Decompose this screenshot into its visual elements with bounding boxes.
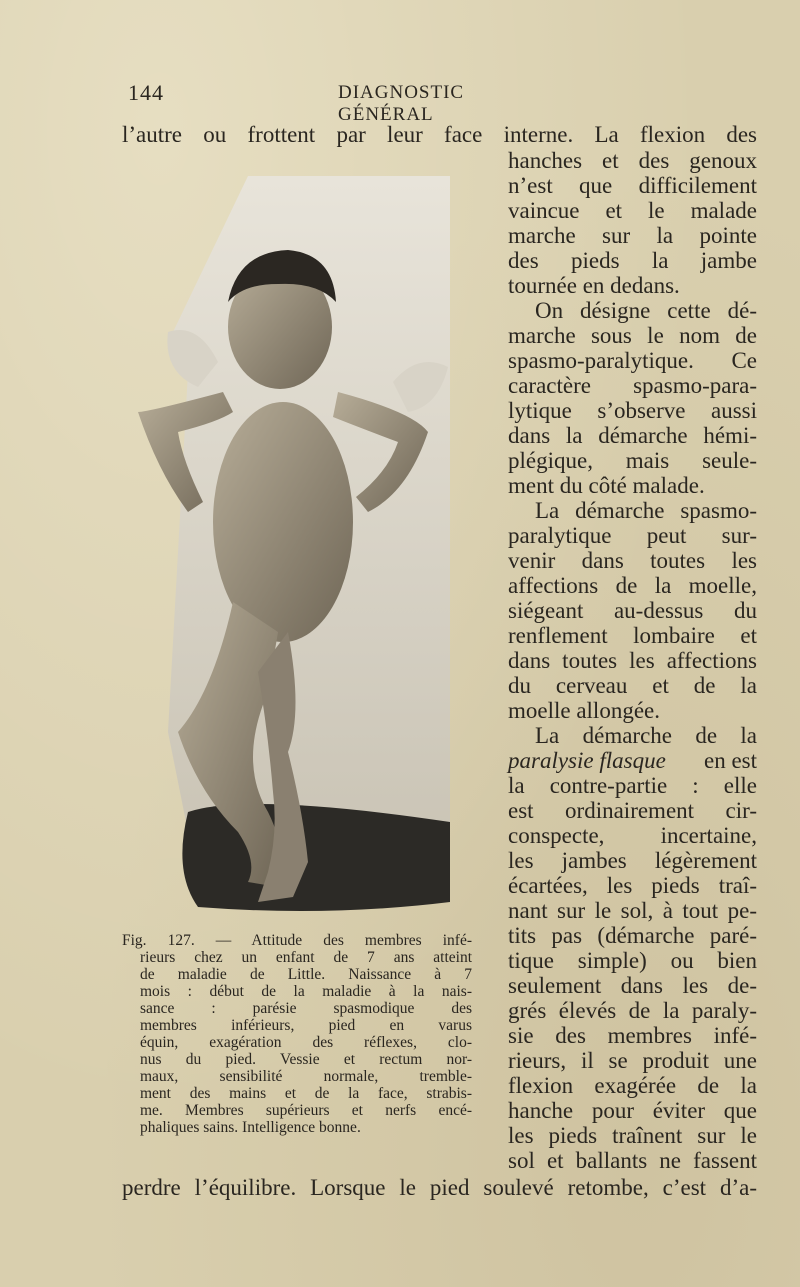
- body-line: tits pas (démarche paré-: [508, 923, 757, 948]
- body-line: grés élevés de la paraly-: [508, 998, 757, 1023]
- caption-line: maux, sensibilité normale, tremble-: [140, 1068, 472, 1085]
- body-line: spasmo-paralytique. Ce: [508, 348, 757, 373]
- body-fragment: en est: [703, 748, 757, 773]
- body-line: vaincue et le malade: [508, 198, 757, 223]
- page-header: [128, 80, 558, 125]
- body-line: plégique, mais seule-: [508, 448, 757, 473]
- body-line: affections de la moelle,: [508, 573, 757, 598]
- body-line: moelle allongée.: [508, 698, 660, 723]
- body-line: hanche pour éviter que: [508, 1098, 757, 1123]
- caption-line: phaliques sains. Intelligence bonne.: [140, 1119, 361, 1136]
- body-line: paralytique peut sur-: [508, 523, 757, 548]
- floor-shadow: [182, 804, 450, 911]
- body-line: lytique s’observe aussi: [508, 398, 757, 423]
- caption-line: de maladie de Little. Naissance à 7: [140, 966, 472, 983]
- caption-line: ment des mains et de la face, strabis-: [140, 1085, 472, 1102]
- body-line: sie des membres infé-: [508, 1023, 757, 1048]
- body-line: marche sous le nom de: [508, 323, 757, 348]
- italic-term: paralysie flasque: [508, 748, 666, 773]
- body-line: siégeant au-dessus du: [508, 598, 757, 623]
- figure-photograph: [128, 172, 454, 920]
- body-line: venir dans toutes les: [508, 548, 757, 573]
- body-line: perdre l’équilibre. Lorsque le pied soulevé retombe, c’est d’a-: [122, 1175, 757, 1200]
- caption-line: mois : début de la maladie à la nais-: [140, 983, 472, 1000]
- body-line-mixed: [508, 748, 757, 773]
- body-line: hanches et des genoux: [508, 148, 757, 173]
- caption-line: me. Membres supérieurs et nerfs encé-: [140, 1102, 472, 1119]
- body-line: La démarche spasmo-: [535, 498, 757, 523]
- body-line: du cerveau et de la: [508, 673, 757, 698]
- body-line: flexion exagérée de la: [508, 1073, 757, 1098]
- body-line: rieurs, il se produit une: [508, 1048, 757, 1073]
- body-line: tournée en dedans.: [508, 273, 680, 298]
- page-number: 144: [128, 80, 164, 105]
- figure-caption: [122, 932, 472, 1136]
- body-line: sol et ballants ne fassent: [508, 1148, 757, 1173]
- caption-line: membres inférieurs, pied en varus: [140, 1017, 472, 1034]
- body-line: n’est que difficilement: [508, 173, 757, 198]
- body-line: des pieds la jambe: [508, 248, 757, 273]
- caption-line: rieurs chez un enfant de 7 ans atteint: [140, 949, 472, 966]
- body-line: caractère spasmo-para-: [508, 373, 757, 398]
- caption-line: sance : parésie spasmodique des: [140, 1000, 472, 1017]
- body-line: On désigne cette dé-: [535, 298, 757, 323]
- body-line: la contre-partie : elle: [508, 773, 757, 798]
- caption-line: Fig. 127. — Attitude des membres infé-: [122, 932, 472, 949]
- body-line: marche sur la pointe: [508, 223, 757, 248]
- body-line: les jambes légèrement: [508, 848, 757, 873]
- body-line: l’autre ou frottent par leur face interne. La flexion des: [122, 122, 757, 147]
- body-line: seulement dans les de-: [508, 973, 757, 998]
- body-line: écartées, les pieds traî-: [508, 873, 757, 898]
- body-line: dans la démarche hémi-: [508, 423, 757, 448]
- body-line: La démarche de la: [535, 723, 757, 748]
- body-line: est ordinairement cir-: [508, 798, 757, 823]
- body-line: les pieds traînent sur le: [508, 1123, 757, 1148]
- body-line: ment du côté malade.: [508, 473, 705, 498]
- caption-line: équin, exagération des réflexes, clo-: [140, 1034, 472, 1051]
- running-head: DIAGNOSTIC GÉNÉRAL: [338, 82, 465, 125]
- body-line: conspecte, incertaine,: [508, 823, 757, 848]
- body-line: tique simple) ou bien: [508, 948, 757, 973]
- caption-line: nus du pied. Vessie et rectum nor-: [140, 1051, 472, 1068]
- body-line: renflement lombaire et: [508, 623, 757, 648]
- body-line: nant sur le sol, à tout pe-: [508, 898, 757, 923]
- body-line: dans toutes les affections: [508, 648, 757, 673]
- photograph-illustration: [128, 172, 454, 920]
